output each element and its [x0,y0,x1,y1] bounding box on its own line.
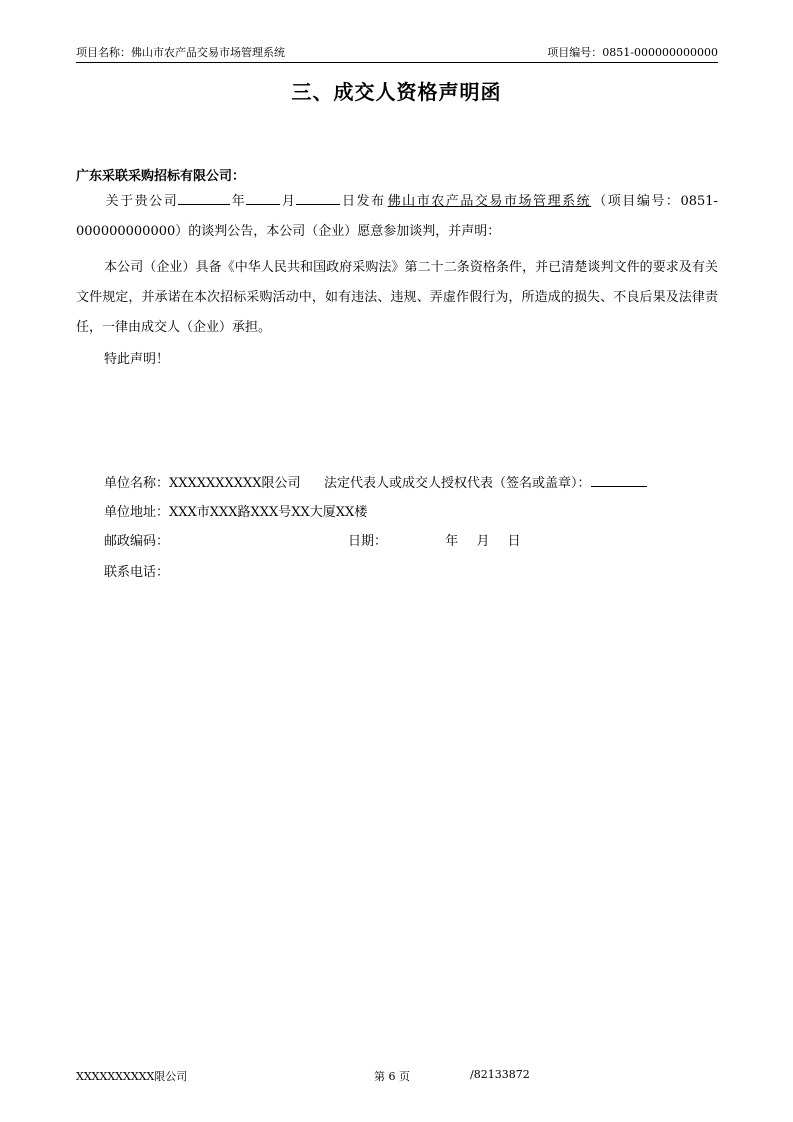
footer-code: /82133872 [470,1068,530,1081]
signature-row-phone [104,561,169,580]
blank-month [246,190,280,205]
para1-month: 月 [280,194,297,209]
para1-day-published: 日发布 [340,194,386,209]
paragraph-announcement [76,187,718,247]
signature-row-postcode [104,530,521,549]
representative-block [324,472,647,491]
date-label: 日期： [348,534,388,549]
paragraph-declaration [76,345,718,375]
signature-row-company [104,472,591,491]
para3-text: 特此声明！ [104,352,170,367]
date-year: 年 [445,534,459,549]
signature-row-address [104,501,367,520]
header-project-name: 项目名称：佛山市农产品交易市场管理系统 [76,46,285,59]
phone-label: 联系电话： [104,565,170,580]
date-block [348,530,535,549]
para1-suffix: （项目编号：0851-000000000000）的谈判公告，本公司（企业）愿意参加谈判，并声明： [76,194,718,239]
blank-day [296,190,340,205]
page-title: 三、成交人资格声明函 [291,80,502,104]
para2-text: 本公司（企业）具备《中华人民共和国政府采购法》第二十二条资格条件，并已清楚谈判文件的要求及有关文件规定，并承诺在本次招标采购活动中，如有违法、违规、弄虚作假行为，所造成的损失、不良后果及法律责任，一律由成交人（企业）承担。 [76,260,718,335]
para1-project-name: 佛山市农产品交易市场管理系统 [387,194,592,209]
company-name-label: 单位名称：XXXXXXXXXX限公司 [104,476,301,491]
footer-page-number: 第 6 页 [374,1070,410,1083]
addressee: 广东采联采购招标有限公司： [76,169,246,184]
company-address-label: 单位地址：XXX市XXX路XXX号XX大厦XX楼 [104,505,368,520]
paragraph-qualification [76,253,718,343]
representative-label: 法定代表人或成交人授权代表（签名或盖章）： [324,476,591,491]
postcode-label: 邮政编码： [104,534,170,549]
para1-year: 年 [230,194,247,209]
header-project-number: 项目编号：0851-000000000000 [547,46,718,59]
page-header [76,46,718,63]
footer-company: XXXXXXXXXX限公司 [76,1070,188,1083]
date-month: 月 [476,534,490,549]
signature-line [591,474,647,487]
date-day: 日 [507,534,521,549]
para1-prefix: 关于贵公司 [104,194,179,209]
blank-year [178,190,230,205]
